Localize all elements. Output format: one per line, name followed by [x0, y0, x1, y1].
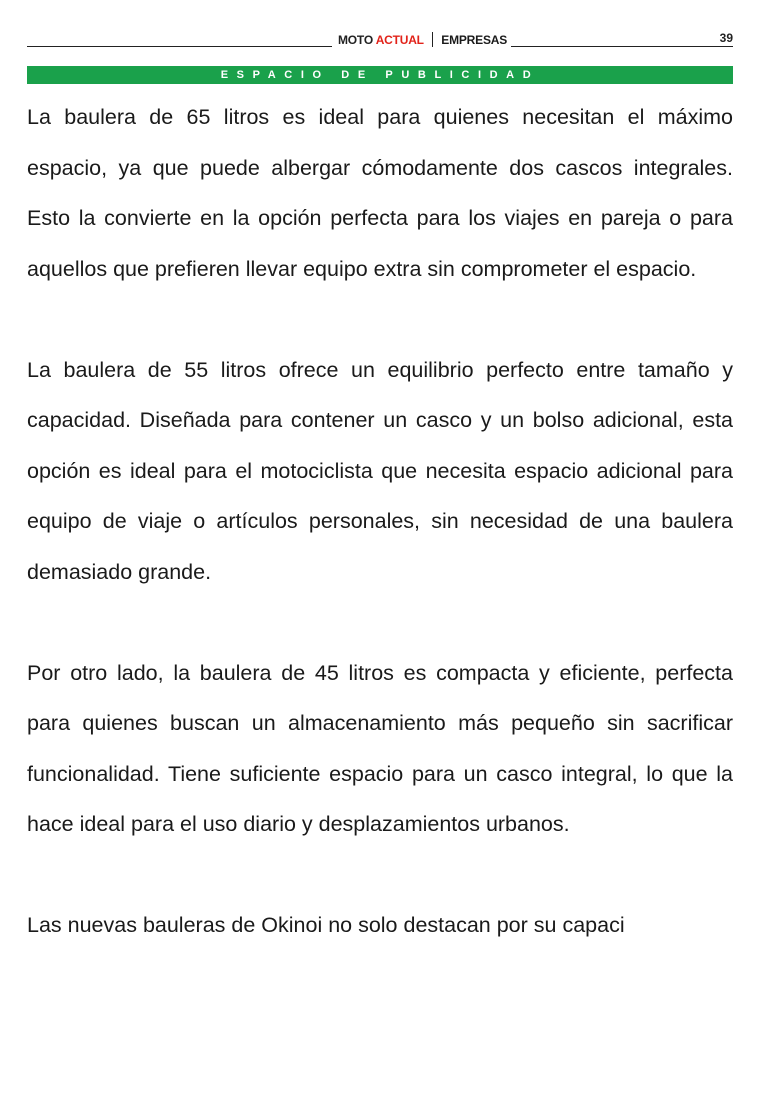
paragraph-65-litros: La baulera de 65 litros es ideal para quienes necesitan el máximo espacio, ya que puede albergar cómodamente dos cascos integrales. Esto la convierte en la opción perfecta para los viajes en pareja o para aquellos que prefieren llevar equipo extra sin comprometer el espacio. [27, 105, 733, 281]
brand-separator [432, 32, 433, 47]
page-number: 39 [719, 31, 733, 45]
section-name: EMPRESAS [441, 33, 508, 47]
paragraph-55-litros: La baulera de 55 litros ofrece un equilibrio perfecto entre tamaño y capacidad. Diseñada para contener un casco y un bolso adicional, esta opción es ideal para el motociclista que necesita espacio adicional para equipo de viaje o artículos personales, sin necesidad de una baulera demasiado grande. [27, 357, 733, 584]
page-header [27, 30, 733, 48]
magazine-brand [338, 32, 507, 47]
header-rule-left [27, 46, 332, 47]
article-body [27, 92, 733, 1001]
paragraph-45-litros: Por otro lado, la baulera de 45 litros es compacta y eficiente, perfecta para quienes buscan un almacenamiento más pequeño sin sacrificar funcionalidad. Tiene suficiente espacio para un casco integral, lo que la hace ideal para el uso diario y desplazamientos urbanos. [27, 660, 733, 836]
header-rule-right [511, 46, 733, 47]
brand-actual: ACTUAL [375, 33, 424, 47]
paragraph-okinoi: Las nuevas bauleras de Okinoi no solo destacan por su capaci [27, 913, 625, 937]
advertising-banner: ESPACIO DE PUBLICIDAD [27, 66, 733, 84]
brand-moto: MOTO [338, 33, 373, 47]
